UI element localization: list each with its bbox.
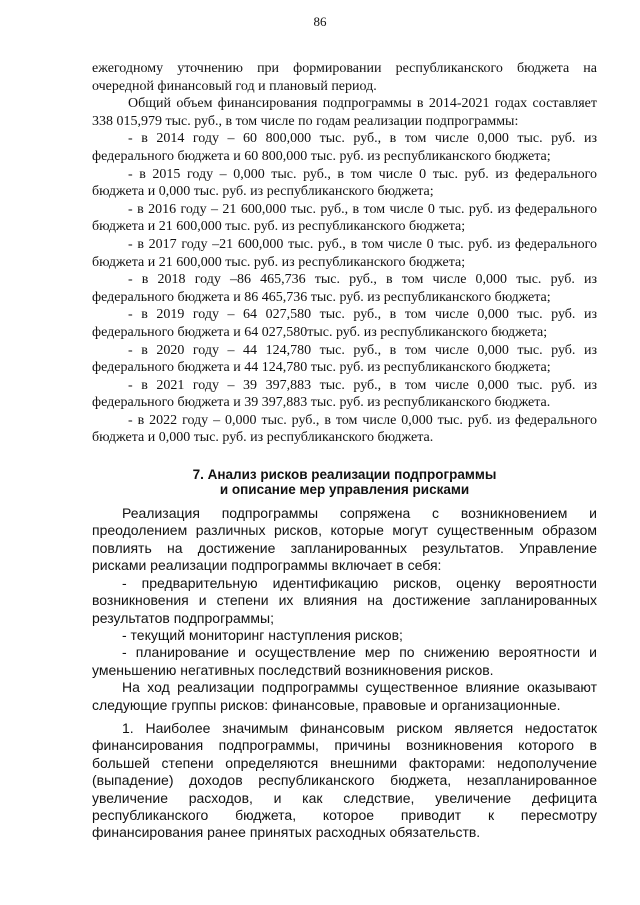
risk-list-item-planning: - планирование и осуществление мер по снижению вероятности и уменьшению негативных последствий возникновения рисков. [92,644,597,678]
funding-by-year-list [92,130,597,447]
intro-paragraph-continuation: ежегодному уточнению при формировании республиканского бюджета на очередной финансовый год и плановый период. [92,61,597,94]
risk-list-item-identification: - предварительную идентификацию рисков, оценку вероятности возникновения и степени их влияния на достижение запланированных результатов подпрограммы; [92,574,597,626]
document-body [92,60,597,842]
year-item-2015: - в 2015 году – 0,000 тыс. руб., в том числе 0 тыс. руб. из федерального бюджета и 0,000 тыс. руб. из республиканского бюджета; [92,166,597,200]
risk-list-item-monitoring: - текущий мониторинг наступления рисков; [122,626,403,643]
year-item-2021: - в 2021 году – 39 397,883 тыс. руб., в том числе 0,000 тыс. руб. из федерального бюджета и 39 397,883 тыс. руб. из республиканского бюджета. [92,377,597,411]
year-item-2019: - в 2019 году – 64 027,580 тыс. руб., в том числе 0,000 тыс. руб. из федерального бюджета и 64 027,580тыс. руб. из республиканского бюджета; [92,307,597,340]
risk-intro-paragraph: Реализация подпрограммы сопряжена с возникновением и преодолением различных рисков, которые могут существенным образом повлиять на достижение запланированных результатов. Управление рисками реализации подпрограммы включает в себя: [92,505,597,574]
year-item-2016: - в 2016 году – 21 600,000 тыс. руб., в том числе 0 тыс. руб. из федерального бюджета и 21 600,000 тыс. руб. из республиканского бюджета; [92,201,597,235]
section-heading [92,467,597,497]
financial-risk-paragraph: 1. Наиболее значимым финансовым риском является недостаток финансирования подпрограммы, причины возникновения которого в большей степени определяются внешними факторами: недополучение (выпадение) доходов республиканского бюджета, незапланированное увеличение расходов, и как следствие, увеличение дефицита республиканского бюджета, которое приводит к пересмотру финансирования ранее принятых расходных обязательств. [92,719,597,841]
section-heading-line-2: и описание мер управления рисками [219,482,470,498]
year-item-2018: - в 2018 году –86 465,736 тыс. руб., в том числе 0,000 тыс. руб. из федерального бюджета и 86 465,736 тыс. руб. из республиканского бюджета; [92,272,597,305]
year-item-2014: - в 2014 году – 60 800,000 тыс. руб., в том числе 0,000 тыс. руб. из федерального бюджета и 60 800,000 тыс. руб. из республиканского бюджета; [92,131,597,164]
intro-paragraph-total: Общий объем финансирования подпрограммы в 2014-2021 годах составляет 338 015,979 тыс. руб., в том числе по годам реализации подпрограммы: [92,96,597,129]
year-item-2020: - в 2020 году – 44 124,780 тыс. руб., в том числе 0,000 тыс. руб. из федерального бюджета и 44 124,780 тыс. руб. из республиканского бюджета; [92,342,597,376]
year-item-2017: - в 2017 году –21 600,000 тыс. руб., в том числе 0 тыс. руб. из федерального бюджета и 21 600,000 тыс. руб. из республиканского бюджета; [92,236,597,270]
year-item-2022: - в 2022 году – 0,000 тыс. руб., в том числе 0,000 тыс. руб. из федерального бюджета и 0,000 тыс. руб. из республиканского бюджета. [92,412,597,446]
risk-groups-paragraph: На ход реализации подпрограммы существенное влияние оказывают следующие группы рисков: финансовые, правовые и организационные. [92,679,597,713]
page-number: 86 [313,14,327,29]
section-heading-line-1: 7. Анализ рисков реализации подпрограммы [192,467,497,483]
risk-section-body [92,505,597,842]
